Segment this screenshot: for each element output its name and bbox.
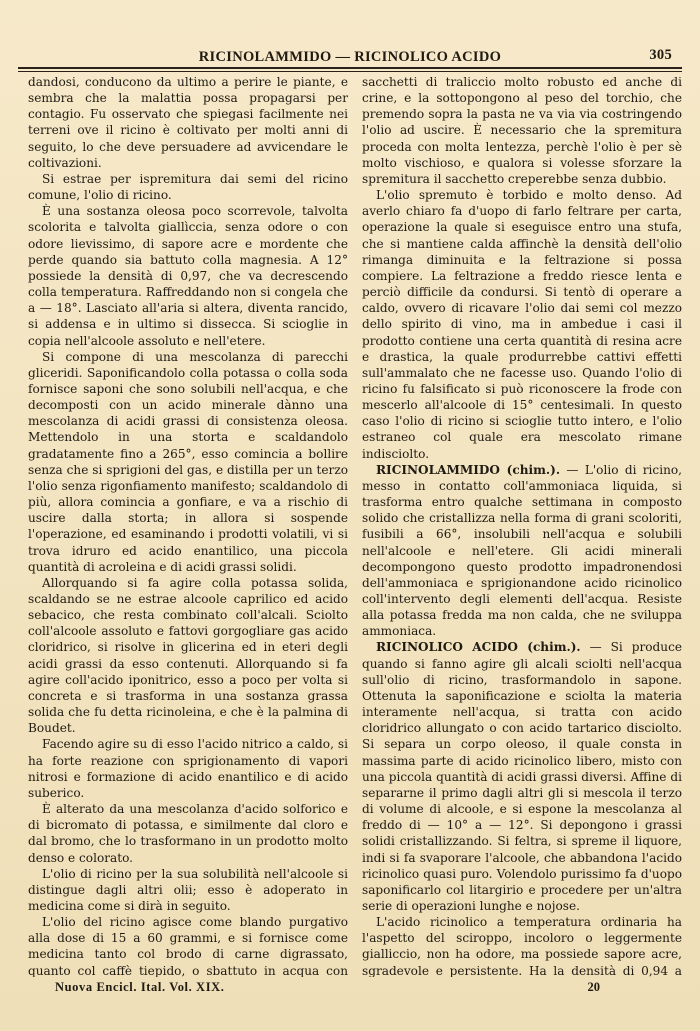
paragraph <box>362 74 682 187</box>
paragraph-text: È una sostanza oleosa poco scorrevole, talvolta scolorita e talvolta giallìccia, senza odore o con odore lievissimo, di sapore acre e mordente che perde quando sia battuto colla magnesia. A 12° possiede la densità di 0,97, che va decrescendo colla temperatura. Raffreddando non si congela che a — 18°. Lasciato all'aria si altera, diventa rancido, si addensa e in ultimo si dissecca. Si scioglie in copia nell'alcoole assoluto e nell'etere. <box>28 204 348 348</box>
text-columns <box>28 74 682 977</box>
paragraph-text: — L'olio di ricino, messo in contatto coll'ammoniaca liquida, si trasforma entro qualche settimana in composto solido che cristallizza nella forma di grani scoloriti, fusibili a 66°, insolubili nell'acqua e solubili nell'alcoole e nell'etere. Gli acidi minerali decompongono questo prodotto impadronendosi dell'ammoniaca e sprigionandone acido ricinolico coll'intervento degli elementi dell'acqua. Resiste alla potassa fredda ma non calda, che ne sviluppa ammoniaca. <box>362 462 682 639</box>
left-column <box>28 74 348 977</box>
paragraph-text: È alterato da una mescolanza d'acido solforico e di bicromato di potassa, e similmente dal cloro e dal bromo, che lo trasformano in un prodotto molto denso e colorato. <box>28 802 348 865</box>
paragraph <box>28 203 348 348</box>
header-rule <box>18 67 682 69</box>
running-header <box>18 40 682 66</box>
paragraph-text: L'olio del ricino agisce come blando purgativo alla dose di 15 a 60 grammi, e si fornisce come medicina tanto col brodo di carne digrassato, quanto col caffè tiepido, o sbattuto in acqua con <box>28 915 348 977</box>
paragraph <box>28 914 348 977</box>
entry-title: RICINOLICO ACIDO (chim.). <box>376 640 581 655</box>
paragraph-text: — Si produce quando si fanno agire gli alcali sciolti nell'acqua sull'olio di ricino, trasformandolo in sapone. Ottenuta la saponificazione e sciolta la materia interamente nell'acqua, si tratta con acido cloridrico allungato o con acido tartarico disciolto. Si separa un corpo oleoso, il quale consta in massima parte di acido ricinolico libero, misto con una piccola quantità di acidi grassi diversi. Affine di separarne il primo dagli altri gli si mescola il terzo di volume di alcoole, e si espone la mescolanza al freddo di — 10° a — 12°. Si depongono i grassi solidi cristallizzando. Si feltra, si spreme il liquore, indi si fa svaporare l'alcoole, che abbandona l'acido ricinolico quasi puro. Volendolo purissimo fa d'uopo saponificarlo col litargirio e procedere per un'altra serie di operazioni lunghe e nojose. <box>362 640 682 913</box>
paragraph-text: Si estrae per ispremitura dai semi del ricino comune, l'olio di ricino. <box>28 171 348 203</box>
paragraph-text: L'acido ricinolico a temperatura ordinaria ha l'aspetto del sciroppo, incoloro o leggermente gialliccio, non ha odore, ma possiede sapore acre, sgradevole e persistente. Ha la densità di 0,94 a <box>362 915 682 977</box>
header-rule-thin <box>18 71 682 72</box>
paragraph <box>28 866 348 914</box>
paragraph <box>362 187 682 462</box>
running-title: RICINOLAMMIDO — RICINOLICO ACIDO <box>198 49 502 65</box>
paragraph-text: Facendo agire su di esso l'acido nitrico a caldo, si ha forte reazione con sprigionamento di vapori nitrosi e formazione di acido enantilico e di acido suberico. <box>28 737 348 800</box>
paragraph <box>362 462 682 640</box>
paragraph-text: dandosi, conducono da ultimo a perire le piante, e sembra che la malattia possa propagarsi per contagio. Fu osservato che spiegasi facilmente nei terreni ove il ricino è coltivato per molti anni di seguito, lo che deve persuadere ad avvicendare le coltivazioni. <box>28 75 348 170</box>
paragraph <box>362 914 682 977</box>
paragraph-text: L'olio spremuto è torbido e molto denso. Ad averlo chiaro fa d'uopo di farlo feltrare per carta, operazione la quale si eseguisce entro una stufa, che si mantiene calda affinchè la densità dell'olio rimanga diminuita e la feltrazione si possa compiere. La feltrazione a freddo riesce lenta e perciò difficile da condursi. Si tentò di operare a caldo, ovvero di ricavare l'olio dai semi col mezzo dello spirito di vino, ma in ambedue i casi il prodotto contiene una certa quantità di resina acre e drastica, la quale produrrebbe cattivi effetti sull'ammalato che ne facesse uso. Quando l'olio di ricino fu falsificato si può riconoscere la frode con mescerlo all'alcoole di 15° centesimali. In questo caso l'olio di ricino si scioglie tutto intero, e l'olio estraneo col quale era mescolato rimane indisciolto. <box>362 188 682 461</box>
paragraph-text: L'olio di ricino per la sua solubilità nell'alcoole si distingue dagli altri olii; esso è adoperato in medicina come si dirà in seguito. <box>28 866 348 913</box>
paragraph-text: sacchetti di traliccio molto robusto ed anche di crine, e la sottopongono al peso del torchio, che premendo sopra la pasta ne va via via costringendo l'olio ad uscire. È necessario che la spremitura proceda con molta lentezza, perchè l'olio è per sè molto vischioso, e qualora si volesse sforzare la spremitura il sacchetto creperebbe senza dubbio. <box>362 75 682 186</box>
paragraph-text: Allorquando si fa agire colla potassa solida, scaldando se ne estrae alcoole caprilico ed acido sebacico, che resta combinato coll'alcali. Sciolto coll'alcoole assoluto e fattovi gorgogliare gas acido cloridrico, si risolve in glicerina ed in eteri degli acidi grassi da esso contenuti. Allorquando si fa agire coll'acido iponitrico, esso a poco per volta si concreta e si trasforma in una sostanza grassa solida che fu detta ricinoleina, e che è la palmina di Boudet. <box>28 575 348 736</box>
right-column <box>362 74 682 977</box>
paragraph <box>28 736 348 801</box>
paragraph <box>28 349 348 575</box>
paragraph-text: Si compone di una mescolanza di parecchi gliceridi. Saponificandolo colla potassa o colla soda fornisce saponi che sono solubili nell'acqua, e che decomposti con un acido minerale dànno una mescolanza di acidi grassi di consistenza oleosa. Mettendolo in una storta e scaldandolo gradatamente fino a 265°, esso comincia a bollire senza che si sprigioni del gas, e distilla per un terzo l'olio senza rigonfiamento manifesto; scaldandolo di più, allora comincia a gonfiare, e va a rischio di uscire dalla storta; in allora si sospende l'operazione, ed esaminando i prodotti volatili, vi si trova idruro ed acido enantilico, una piccola quantità di acroleina e di acidi grassi solidi. <box>28 349 348 574</box>
signature-left: Nuova Encicl. Ital. Vol. XIX. <box>55 980 225 994</box>
paragraph <box>28 171 348 203</box>
page-footer <box>55 980 600 995</box>
paragraph <box>28 74 348 171</box>
paragraph <box>362 639 682 914</box>
paragraph <box>28 801 348 866</box>
page-number: 305 <box>649 47 672 63</box>
entry-title: RICINOLAMMIDO (chim.). <box>376 462 561 477</box>
paragraph <box>28 575 348 737</box>
signature-right: 20 <box>587 980 600 994</box>
